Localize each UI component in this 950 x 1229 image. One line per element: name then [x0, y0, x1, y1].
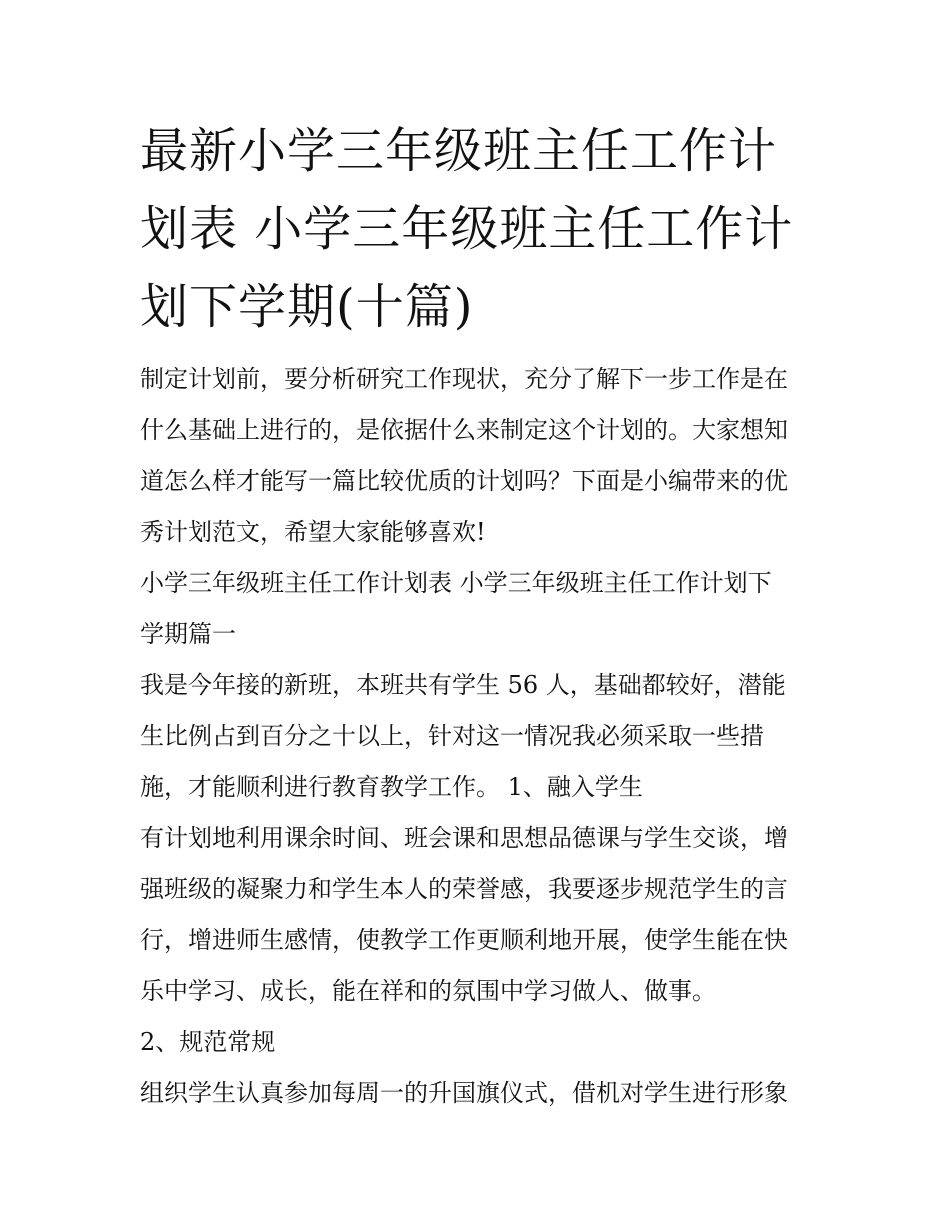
title-line-3: 划下学期(十篇) [140, 279, 474, 335]
body-line-1: 制定计划前，要分析研究工作现状，充分了解下一步工作是在 [140, 365, 788, 393]
body-line-15: 组织学生认真参加每周一的升国旗仪式，借机对学生进行形象 [140, 1079, 788, 1107]
body-line-11: 强班级的凝聚力和学生本人的荣誉感，我要逐步规范学生的言 [140, 875, 788, 903]
body-line-13: 乐中学习、成长，能在祥和的氛围中学习做人、做事。 [140, 977, 716, 1005]
body-line-3: 道怎么样才能写一篇比较优质的计划吗？下面是小编带来的优 [140, 467, 788, 495]
body-line-7: 我是今年接的新班，本班共有学生 56 人，基础都较好，潜能 [140, 671, 786, 699]
body-line-2: 什么基础上进行的，是依据什么来制定这个计划的。大家想知 [140, 416, 788, 444]
body-line-8: 生比例占到百分之十以上，针对这一情况我必须采取一些措 [140, 722, 764, 750]
section-heading-line-1: 小学三年级班主任工作计划表 小学三年级班主任工作计划下 [140, 569, 772, 597]
body-line-10: 有计划地利用课余时间、班会课和思想品德课与学生交谈，增 [140, 824, 788, 852]
body-line-9: 施，才能顺利进行教育教学工作。 1、融入学生 [140, 773, 643, 801]
subsection-heading-2: 2、规范常规 [140, 1028, 276, 1056]
body-line-4: 秀计划范文，希望大家能够喜欢! [140, 518, 486, 546]
section-heading-line-2: 学期篇一 [140, 620, 236, 648]
title-line-2: 划表 小学三年级班主任工作计 [140, 201, 794, 257]
document-title [140, 112, 820, 346]
title-line-1: 最新小学三年级班主任工作计 [140, 123, 778, 179]
document-body [140, 357, 820, 1122]
body-line-12: 行，增进师生感情，使教学工作更顺利地开展，使学生能在快 [140, 926, 788, 954]
